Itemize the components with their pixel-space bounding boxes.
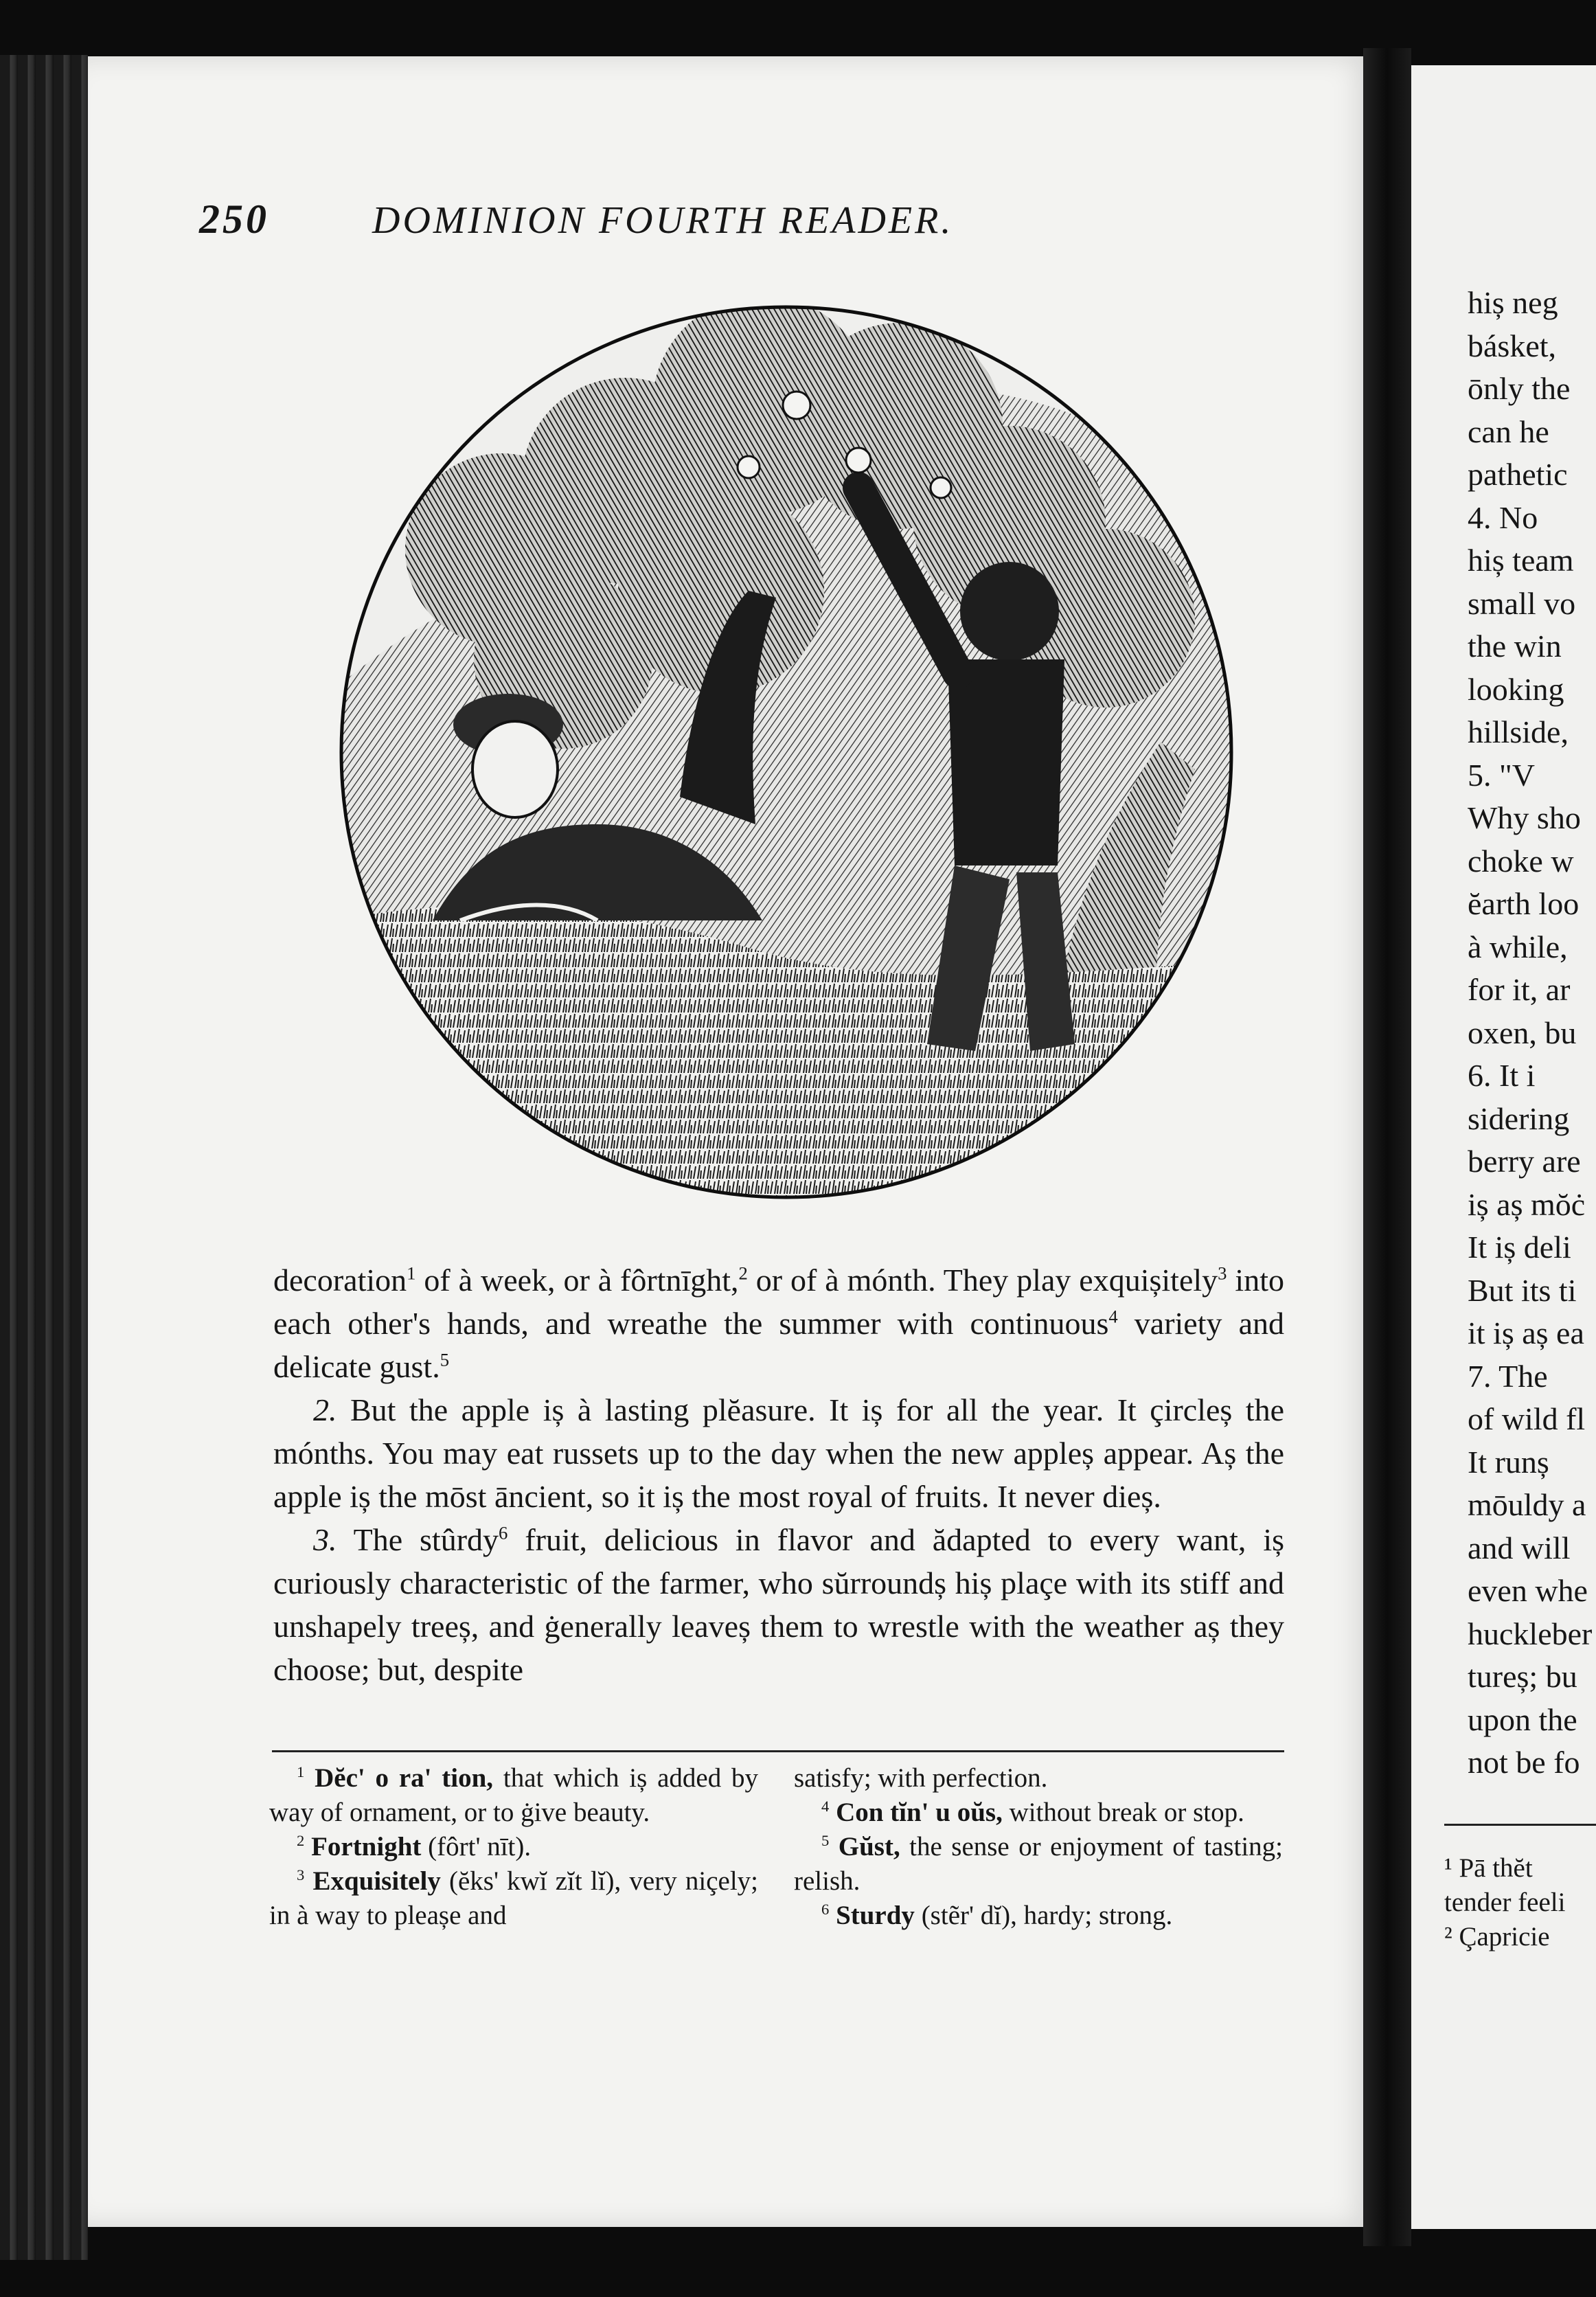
right-page-line: the win [1468, 629, 1562, 664]
right-page-line: of wild fl [1468, 1401, 1586, 1436]
right-page-line: hiș neg [1468, 285, 1558, 320]
right-page-line: iș aș mŏċ [1468, 1186, 1586, 1222]
right-page-line: Why sho [1468, 800, 1581, 835]
footnote-6: $^6$ Sturdy (stẽr' dĭ), hardy; strong. [821, 1901, 1173, 1930]
right-page-footnote-line: ² Çapricie [1444, 1922, 1550, 1951]
right-page-line: it iș aș ea [1468, 1315, 1584, 1350]
right-page-footnote-line: ¹ Pā thĕt [1444, 1853, 1533, 1883]
right-page-text [1468, 282, 1596, 1785]
footnote-1: $^1$ Dĕc' o ra' tion, that which iș added by way of ornament, or to ġive beauty. [269, 1763, 758, 1827]
right-page-footnote-divider [1444, 1824, 1596, 1826]
right-page-line: 6. It i [1468, 1058, 1536, 1093]
running-title: DOMINION FOURTH READER. [372, 199, 954, 242]
right-page-line: But its ti [1468, 1272, 1577, 1308]
right-page-line: oxen, bu [1468, 1015, 1577, 1050]
right-page-line: small vo [1468, 585, 1576, 621]
right-page-line: ĕarth loo [1468, 886, 1580, 921]
book-spine-edge [0, 55, 88, 2260]
right-page-line: hillside, [1468, 714, 1569, 749]
footnote-3: $^3$ Exquisitely (ĕks' kwĭ zĭt lĭ), very niçely; in à way to pleașe and [269, 1866, 758, 1930]
right-page-line: It runș [1468, 1444, 1549, 1480]
right-page-line: even whe [1468, 1573, 1588, 1608]
footnotes-right-column [794, 1761, 1283, 1933]
paragraph-3: 3. The stûrdy$^6$ fruit, delicious in flavor and ădapted to every want, iș curiously characteristic of the farmer, who sŭrroundș hiș plaçe with its stiff and unshapely treeș, and ġenerally leaveș them to wrestle with the weather aș they choose; but, despite [273, 1522, 1285, 1687]
right-page-line: It iș deli [1468, 1230, 1571, 1265]
right-page-line: 7. The [1468, 1358, 1548, 1394]
paragraph-1: decoration$^1$ of à week, or à fôrtnīght,$^2$ or of à mónth. They play exquișitely$^3$ into each other's hands, and wreathe the summer with continuous$^4$ variety and delicate gust.$^5$ [273, 1263, 1284, 1384]
right-page-partial [1411, 65, 1596, 2229]
right-page-line: mōuldy a [1468, 1487, 1586, 1522]
right-page-line: choke w [1468, 843, 1574, 879]
right-page-line: tureș; bu [1468, 1659, 1577, 1694]
right-page-line: à while, [1468, 929, 1568, 964]
right-page-line: huckleber [1468, 1616, 1593, 1651]
right-page-line: berry are [1468, 1144, 1581, 1179]
right-page-line: for it, ar [1468, 972, 1571, 1007]
footnotes-left-column [269, 1761, 758, 1933]
footnote-5: $^5$ Gŭst, the sense or enjoyment of tasting; relish. [794, 1832, 1283, 1896]
page-number: 250 [199, 196, 269, 242]
right-page-line: 4. No [1468, 499, 1538, 535]
right-page-footnote-line: tender feeli [1444, 1888, 1566, 1917]
right-page-line: looking [1468, 671, 1564, 707]
book-gutter [1363, 48, 1411, 2246]
right-page-line: not be fo [1468, 1745, 1580, 1780]
right-page-line: básket, [1468, 328, 1557, 363]
footnote-4: $^4$ Con tĭn' u oŭs, without break or stop. [821, 1798, 1244, 1827]
right-page-line: can he [1468, 414, 1549, 449]
footnote-3-continued: satisfy; with perfection. [794, 1763, 1048, 1793]
right-page-line: pathetic [1468, 457, 1568, 492]
right-page-line: sidering [1468, 1100, 1570, 1136]
right-page-line: hiș team [1468, 543, 1574, 578]
right-page-footnotes [1444, 1851, 1596, 1954]
footnote-2: $^2$ Fortnight (fôrt' nīt). [297, 1832, 532, 1862]
right-page-line: 5. "V [1468, 757, 1535, 793]
right-page-line: ōnly the [1468, 371, 1571, 406]
paragraph-2: 2. But the apple iș à lasting plĕasure. It iș for all the year. It çircleș the mónths. You may eat russets up to the day when the new appleș appear. Aș the apple iș the mōst āncient, so it iș the most royal of fruits. It never dieș. [273, 1392, 1284, 1514]
body-text [273, 1258, 1284, 1691]
right-page-line: upon the [1468, 1701, 1577, 1737]
footnote-divider [272, 1750, 1284, 1752]
apple-tree-illustration [337, 302, 1236, 1202]
running-header [199, 196, 1161, 243]
right-page-line: and will [1468, 1530, 1571, 1565]
